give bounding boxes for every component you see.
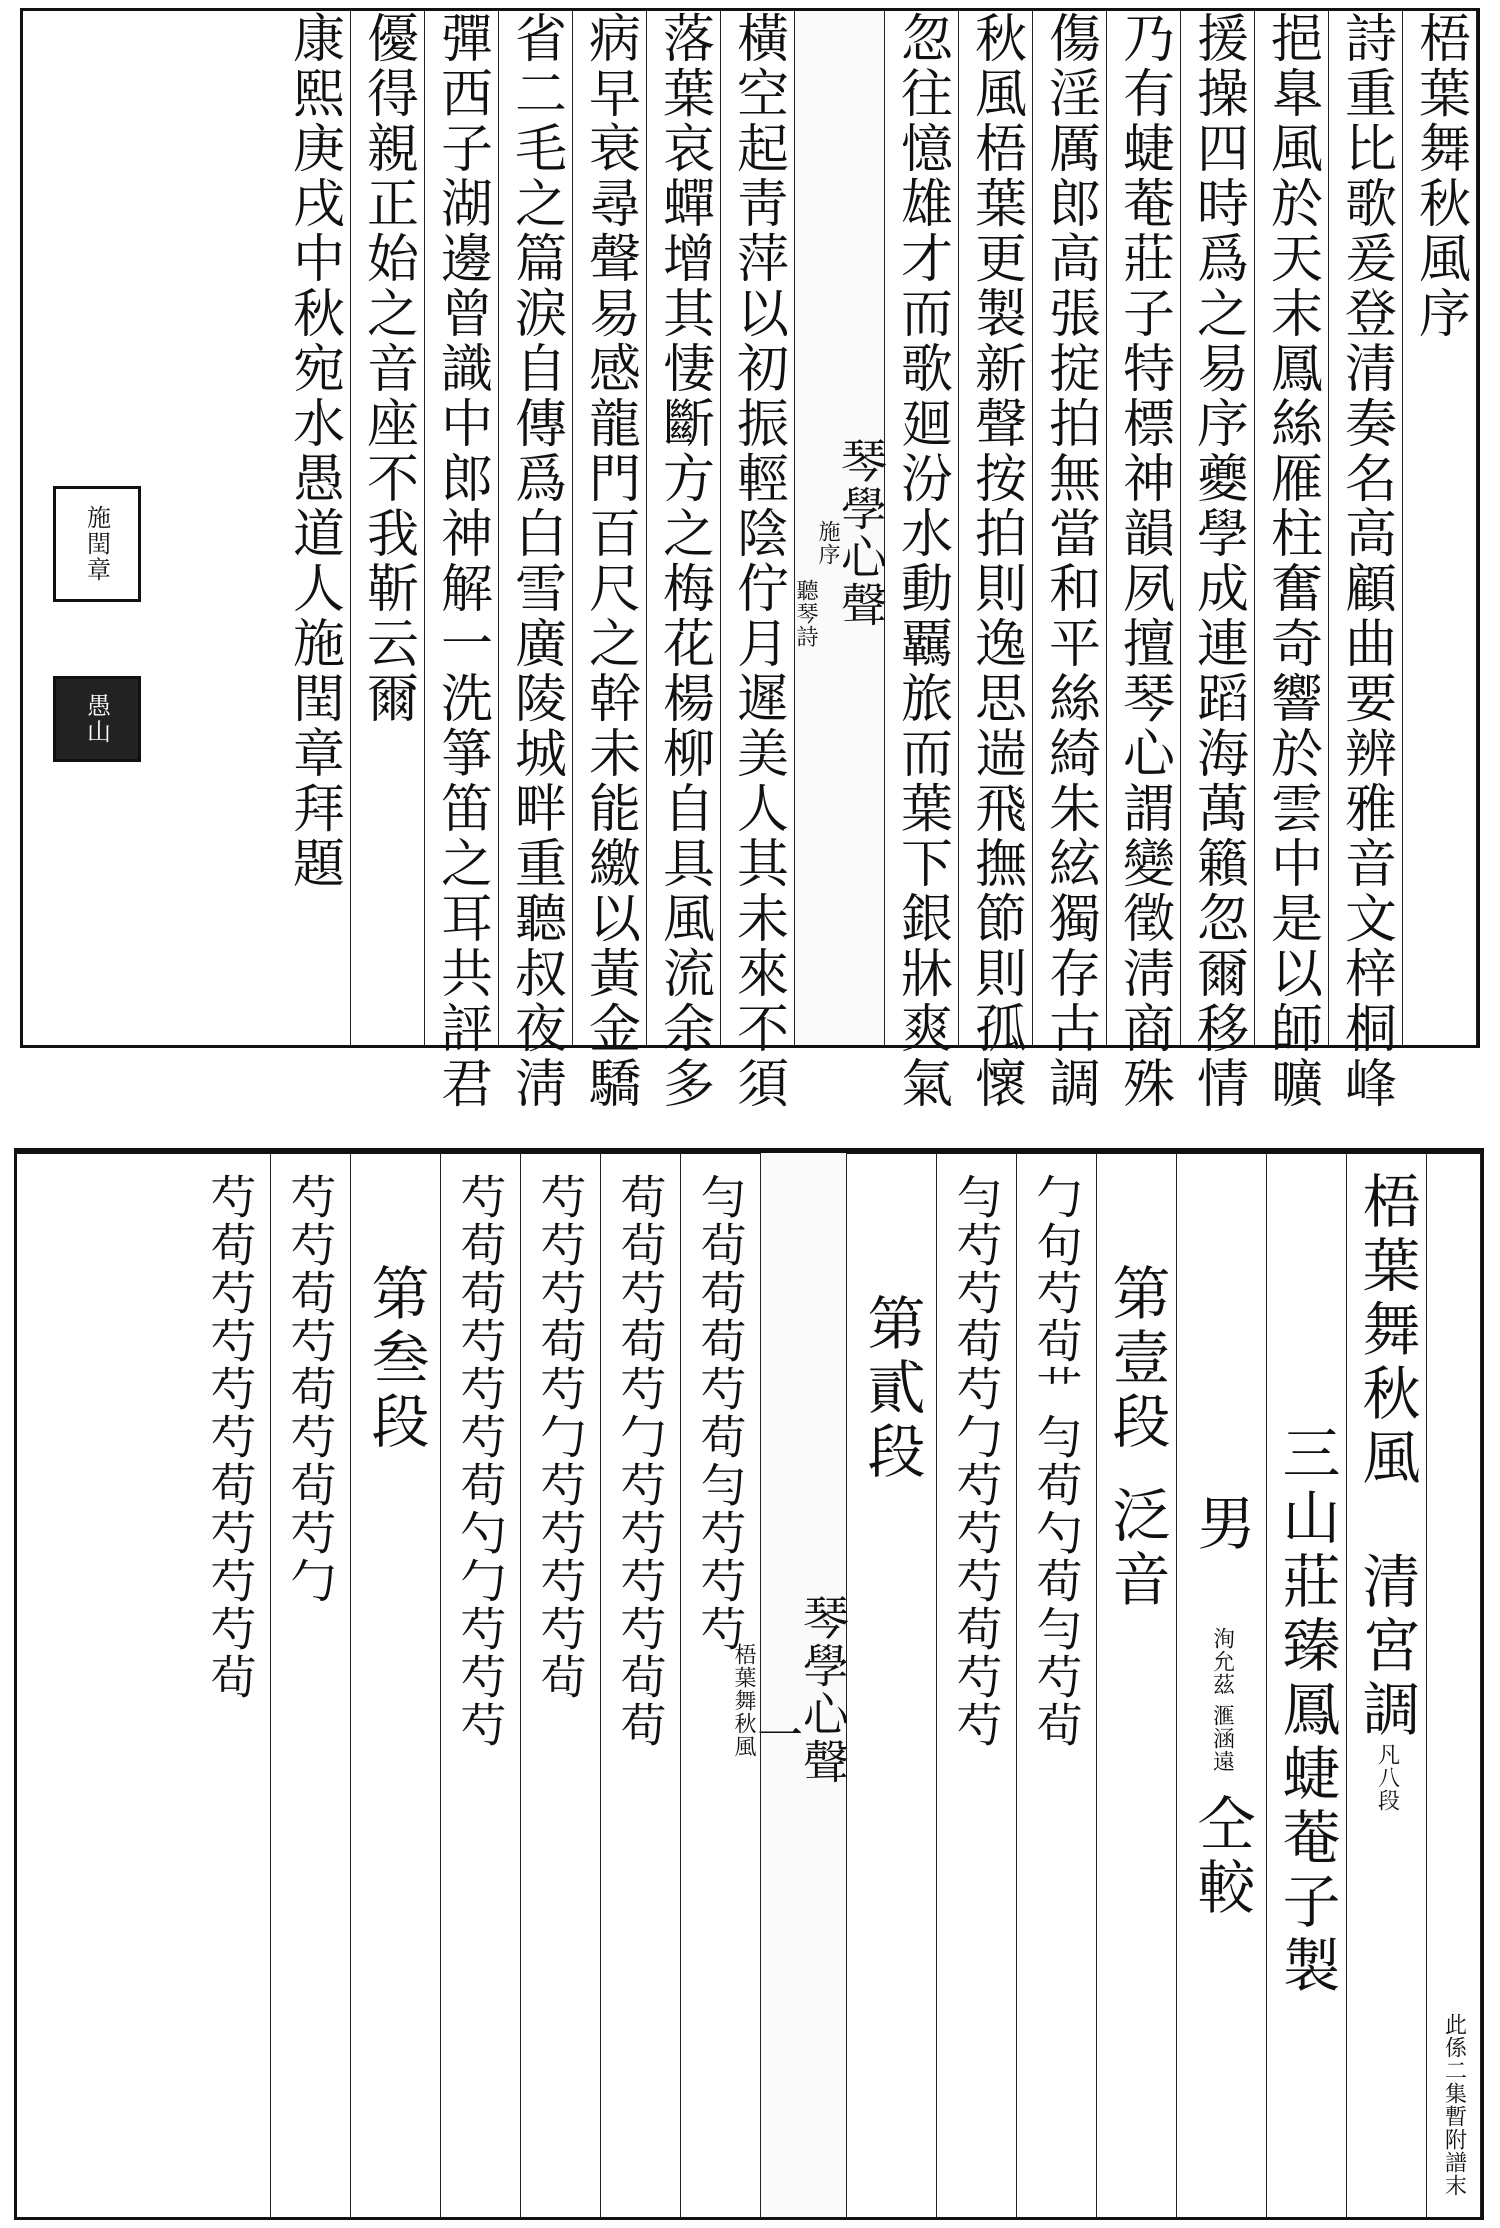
preface-line-10: 病早衰尋聲易感龍門百尺之幹未能繳以黃金驕 — [573, 11, 647, 1045]
score-gutter — [731, 1153, 850, 2217]
sons-label: 男 — [1187, 1493, 1256, 1557]
gutter-book-title: 琴學心聲 — [834, 437, 888, 629]
proofread-label: 仝較 — [1187, 1793, 1256, 1921]
score-gutter-piece: 梧葉舞秋風 — [731, 1642, 756, 1758]
tab-column-1: 勹句芍茍艹勻苟勺苟勻芍茍 — [1017, 1153, 1097, 2217]
preface-line-4: 乃有蜨菴莊子特標神韻夙擅琴心謂變徵淸商殊 — [1107, 11, 1181, 1045]
preface-line-5: 傷淫厲郎高張掟拍無當和平絲綺朱絃獨存古調 — [1033, 11, 1107, 1045]
section-1-note: 泛音 — [1102, 1485, 1171, 1613]
section-2-heading: 第貳段 — [847, 1153, 937, 2217]
gutter-subtitle: 聽琴詩 — [793, 578, 818, 648]
seal-name: 施閏章 — [53, 486, 141, 602]
tab-column-3: 勻茍苟苟芍苟勻芍芍芍 — [681, 1153, 761, 2217]
gutter-section: 施序 — [815, 520, 840, 566]
preface-line-6: 秋風梧葉更製新聲按拍則逸思遄飛撫節則孤懷 — [959, 11, 1033, 1045]
section-1-heading-column — [1097, 1153, 1177, 2217]
preface-line-7: 忽往憶雄才而歌廻汾水動覊旅而葉下銀牀爽氣 — [885, 11, 959, 1045]
score-right-note: 此係二集暫附譜末 — [1427, 1153, 1481, 2217]
score-page — [14, 1150, 1484, 2220]
section-3-heading: 第叁段 — [351, 1153, 441, 2217]
sons-names: 洵允茲 — [1209, 1627, 1235, 1696]
preface-line-8: 橫空起靑萍以初振輕陰佇月遲美人其未來不須 — [721, 11, 795, 1045]
preface-line-11: 省二毛之篇淚自傳爲白雪廣陵城畔重聽叔夜淸 — [499, 11, 573, 1045]
score-left-margin — [17, 1153, 191, 2217]
preface-signature: 康熙庚戌中秋宛水愚道人施閏章拜題 — [277, 11, 351, 1045]
preface-page — [20, 8, 1480, 1111]
score-gutter-title: 琴學心聲 — [796, 1594, 850, 1786]
preface-line-3: 援操四時爲之易序夔學成連蹈海萬籟忽爾移情 — [1181, 11, 1255, 1045]
preface-line-1: 詩重比歌爰登清奏名高顧曲要辨雅音文梓桐峰 — [1329, 11, 1403, 1045]
score-title-column — [1347, 1153, 1427, 2217]
score-title: 梧葉舞秋風 — [1352, 1171, 1421, 1491]
preface-line-13: 優得親正始之音座不我靳云爾 — [351, 11, 425, 1045]
score-sons-column — [1177, 1153, 1267, 2217]
sons-names-2: 滙涵遠 — [1209, 1704, 1235, 1773]
tab-column-6: 芍苟苟芍芍芍苟勺勹芍芍芍 — [441, 1153, 521, 2217]
score-mode: 清宮調 — [1352, 1551, 1421, 1743]
tab-column-5: 芍芍芍苟芍勹芍芍芍芍茍 — [521, 1153, 601, 2217]
score-gutter-number: 一 — [750, 1711, 804, 1759]
preface-line-9: 落葉哀蟬增其悽斷方之梅花楊柳自具風流余多 — [647, 11, 721, 1045]
score-author: 三山莊臻鳳蜨菴子製 — [1267, 1153, 1347, 2217]
tab-column-4: 苟茍芍苟芍勹芍芍芍芍茍苟 — [601, 1153, 681, 2217]
preface-line-2: 挹臯風於天末鳳絲雁柱奮奇響於雲中是以師曠 — [1255, 11, 1329, 1045]
score-mode-note: 凡八段 — [1374, 1743, 1400, 1812]
preface-title: 梧葉舞秋風序 — [1403, 11, 1477, 1045]
tab-column-7: 芍芍苟芍苟芍茍芍勹 — [271, 1153, 351, 2217]
preface-gutter — [793, 11, 888, 1045]
tab-column-2: 勻芍芍苟芍勹芍芍芍苟芍芍 — [937, 1153, 1017, 2217]
tab-column-8: 芍苟芍芍芍芍苟芍芍芍茍 — [191, 1153, 271, 2217]
seal-studio: 愚山 — [53, 676, 141, 762]
section-1-heading: 第壹段 — [1102, 1263, 1171, 1455]
preface-line-12: 彈西子湖邊曾識中郎神解一洗箏笛之耳共評君 — [425, 11, 499, 1045]
